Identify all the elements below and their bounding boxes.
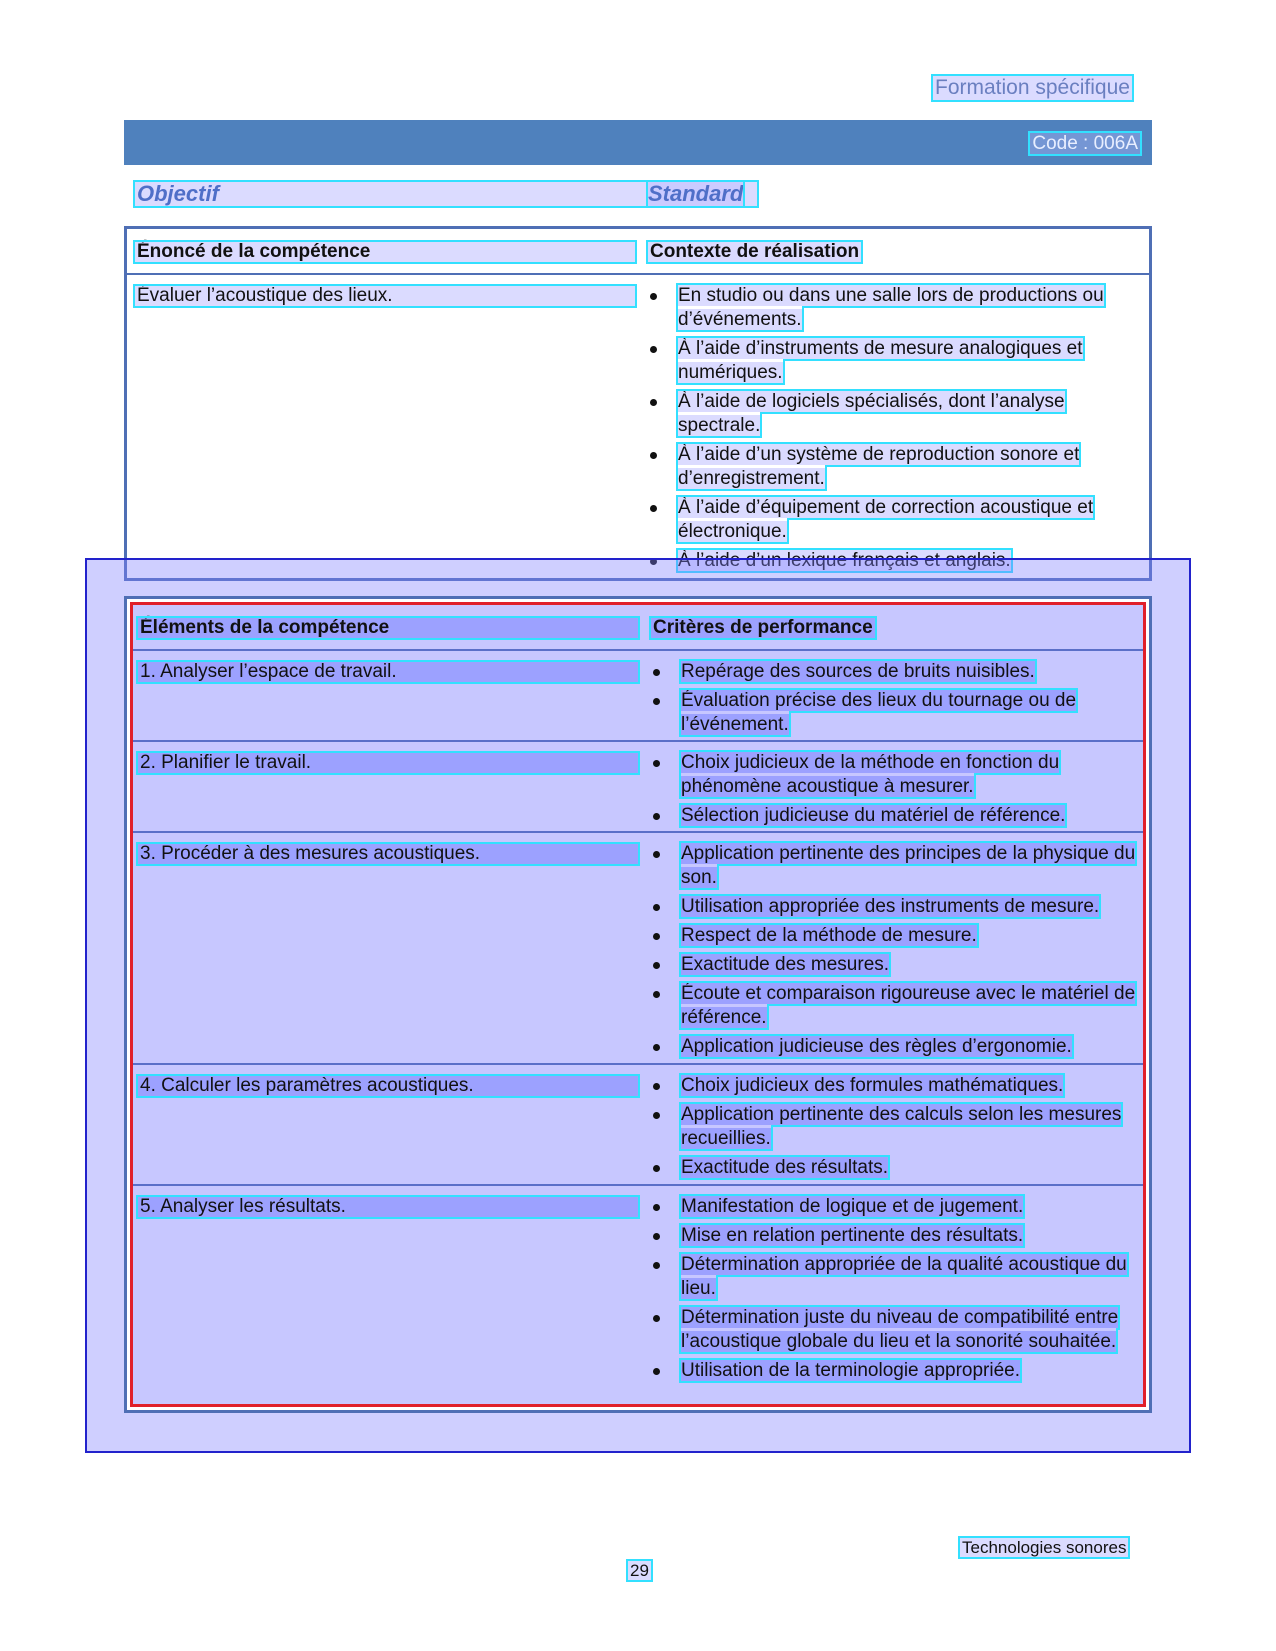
bullet-icon xyxy=(650,399,657,406)
label-standard: Standard xyxy=(648,181,744,206)
bullet-icon xyxy=(650,346,657,353)
list-item: À l’aide d’un système de reproduction sonore et d’enregistrement. xyxy=(650,443,1145,491)
table-header-row xyxy=(127,229,1149,275)
bullet-icon xyxy=(653,1083,660,1090)
bullet-icon xyxy=(653,1315,660,1322)
element-row-2 xyxy=(133,742,1143,833)
bullet-icon xyxy=(653,698,660,705)
footer-program: Technologies sonores xyxy=(962,1538,1127,1557)
bullet-icon xyxy=(653,904,660,911)
element-row-5 xyxy=(133,1186,1143,1405)
bullet-icon xyxy=(653,813,660,820)
bullet-icon xyxy=(650,505,657,512)
list-item: À l’aide d’un lexique français et anglais. xyxy=(650,549,1145,573)
header-elements: Éléments de la compétence xyxy=(138,618,638,638)
bullet-icon xyxy=(653,991,660,998)
list-item: En studio ou dans une salle lors de productions ou d’événements. xyxy=(650,284,1145,332)
list-item: Utilisation appropriée des instruments de mesure. xyxy=(653,895,1148,919)
list-item: Sélection judicieuse du matériel de référence. xyxy=(653,804,1148,828)
bullet-icon xyxy=(653,1204,660,1211)
list-item: Détermination appropriée de la qualité acoustique du lieu. xyxy=(653,1253,1148,1301)
bullet-icon xyxy=(653,1233,660,1240)
element-label: 3. Procéder à des mesures acoustiques. xyxy=(138,844,638,864)
bullet-icon xyxy=(653,669,660,676)
contexte-list xyxy=(650,284,1145,578)
list-item: Écoute et comparaison rigoureuse avec le matériel de référence. xyxy=(653,982,1148,1030)
element-row-1 xyxy=(133,651,1143,742)
table-header-row xyxy=(133,605,1143,651)
list-item: À l’aide d’équipement de correction acoustique et électronique. xyxy=(650,496,1145,544)
list-item: Exactitude des mesures. xyxy=(653,953,1148,977)
criteres-list xyxy=(653,1195,1148,1388)
list-item: Choix judicieux de la méthode en fonction du phénomène acoustique à mesurer. xyxy=(653,751,1148,799)
bullet-icon xyxy=(653,1262,660,1269)
criteres-list xyxy=(653,660,1148,742)
list-item: Respect de la méthode de mesure. xyxy=(653,924,1148,948)
list-item: Exactitude des résultats. xyxy=(653,1156,1148,1180)
element-label: 2. Planifier le travail. xyxy=(138,753,638,773)
criteres-list xyxy=(653,751,1148,833)
bullet-icon xyxy=(653,962,660,969)
bullet-icon xyxy=(653,933,660,940)
list-item: Repérage des sources de bruits nuisibles. xyxy=(653,660,1148,684)
list-item: Application pertinente des calculs selon les mesures recueillies. xyxy=(653,1103,1148,1151)
criteres-list xyxy=(653,842,1148,1064)
criteres-list xyxy=(653,1074,1148,1185)
bullet-icon xyxy=(653,760,660,767)
bullet-icon xyxy=(650,293,657,300)
competence-table xyxy=(124,226,1152,581)
list-item: Évaluation précise des lieux du tournage ou de l’événement. xyxy=(653,689,1148,737)
header-enonce: Énoncé de la compétence xyxy=(135,242,635,262)
list-item: Manifestation de logique et de jugement. xyxy=(653,1195,1148,1219)
list-item: À l’aide d’instruments de mesure analogiques et numériques. xyxy=(650,337,1145,385)
header-contexte: Contexte de réalisation xyxy=(650,241,860,262)
page-number: 29 xyxy=(630,1561,649,1580)
list-item: Application judicieuse des règles d’ergonomie. xyxy=(653,1035,1148,1059)
bullet-icon xyxy=(653,1368,660,1375)
performance-table xyxy=(124,596,1152,1413)
header-formation: Formation spécifique xyxy=(935,76,1130,99)
bullet-icon xyxy=(653,1112,660,1119)
bullet-icon xyxy=(650,452,657,459)
enonce-text: Évaluer l’acoustique des lieux. xyxy=(135,286,635,306)
element-label: 4. Calculer les paramètres acoustiques. xyxy=(138,1076,638,1096)
header-criteres: Critères de performance xyxy=(653,617,873,638)
bullet-icon xyxy=(653,1044,660,1051)
list-item: Application pertinente des principes de la physique du son. xyxy=(653,842,1148,890)
bullet-icon xyxy=(653,851,660,858)
element-label: 1. Analyser l’espace de travail. xyxy=(138,662,638,682)
element-label: 5. Analyser les résultats. xyxy=(138,1197,638,1217)
label-objectif: Objectif xyxy=(135,182,757,206)
bullet-icon xyxy=(653,1165,660,1172)
list-item: Détermination juste du niveau de compatibilité entre l’acoustique globale du lieu et la sonorité souhaitée. xyxy=(653,1306,1148,1354)
element-row-3 xyxy=(133,833,1143,1065)
code-bar xyxy=(124,120,1152,165)
element-row-4 xyxy=(133,1065,1143,1186)
competence-code: Code : 006A xyxy=(1032,133,1138,154)
list-item: Choix judicieux des formules mathématiques. xyxy=(653,1074,1148,1098)
list-item: Mise en relation pertinente des résultats. xyxy=(653,1224,1148,1248)
list-item: Utilisation de la terminologie appropriée. xyxy=(653,1359,1148,1383)
performance-table-inner xyxy=(130,602,1146,1407)
list-item: À l’aide de logiciels spécialisés, dont l’analyse spectrale. xyxy=(650,390,1145,438)
